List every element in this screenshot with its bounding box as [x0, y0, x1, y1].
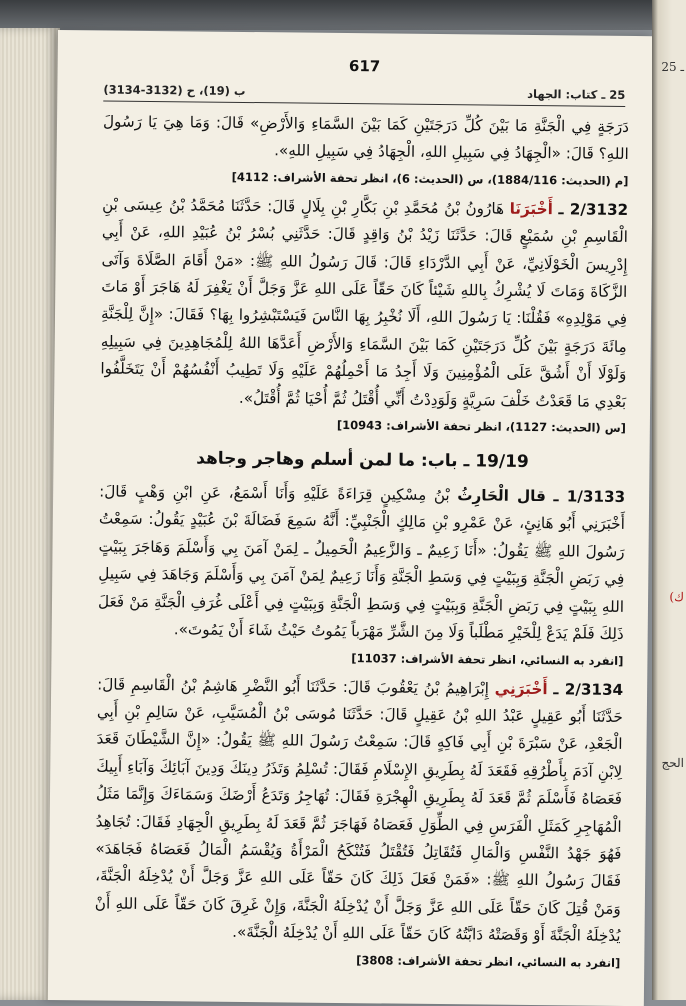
side-text: ـ 25 — [661, 60, 684, 74]
page-body — [94, 108, 629, 978]
reference-3132: [س (الحديث: 1127)، انظر تحفة الأشراف: 10943] — [336, 418, 626, 436]
paragraph-intro: دَرَجَةٍ فِي الْجَنَّةِ مَا بَيْنَ كُلِّ دَرَجَتَيْنِ كَمَا بَيْنَ السَّمَاءِ وَالأَرْضِ» قَالَ: وَمَا هِيَ يَا رَسُولَ اللهِ؟ قَالَ: «الْجِهَادُ فِي سَبِيلِ اللهِ، الْجِهَادُ فِي سَبِيلِ اللهِ». — [102, 112, 630, 164]
hadith-text: هَارُونُ بْنُ مُحَمَّدِ بْنِ بَكَّارِ بْنِ بِلَالٍ قَالَ: حَدَّثَنَا مُحَمَّدُ بْنُ عِيسَى بْنِ الْقَاسِمِ بْنِ سُمَيْعٍ قَالَ: حَدَّثَنَا زَيْدُ بْنُ وَاقِدٍ قَالَ: حَدَّثَنِي بُسْرُ بْنُ عُبَيْدِ اللهِ، عَنْ أَبِي إِدْرِيسَ الْخَوْلَانِيِّ، عَنْ أَبِي الدَّرْدَاءِ قَالَ: قَالَ رَسُولُ اللهِ ﷺ: «مَنْ أَقَامَ الصَّلَاةَ وَآتَى الزَّكَاةَ وَمَاتَ لَا يُشْرِكُ بِاللهِ شَيْئاً كَانَ حَقّاً عَلَى اللهِ عَزَّ وَجَلَّ أَنْ يَغْفِرَ لَهُ هَاجَرَ أَوْ مَاتَ فِي مَوْلِدِهِ» فَقُلْنَا: يَا رَسُولَ اللهِ، أَلَا نُخْبِرُ بِهَا النَّاسَ فَيَسْتَبْشِرُوا بِهَا؟ فَقَالَ: «إِنَّ لِلْجَنَّةِ مِائَةَ دَرَجَةٍ بَيْنَ كُلِّ دَرَجَتَيْنِ كَمَا بَيْنَ السَّمَاءِ وَالأَرْضِ أَعَدَّهَا اللهُ لِلْمُجَاهِدِينَ فِي سَبِيلِهِ وَلَوْلَا أَنْ أَشُقَّ عَلَى الْمُؤْمِنِينَ وَلَا أَجِدُ مَا أَحْمِلُهُمْ عَلَيْهِ وَلَا تَطِيبُ أَنْفُسُهُمْ أَنْ يَتَخَلَّفُوا بَعْدِي مَا قَعَدْتُ خَلْفَ سَرِيَّةٍ وَلَوَدِدْتُ أَنِّي أُقْتَلُ ثُمَّ أُحْيَا ثُمَّ أُقْتَلُ». — [100, 195, 628, 411]
hadith-lead: أَخْبَرَنِي — [494, 679, 548, 698]
running-head-range: ب (19)، ح (3132-3134) — [103, 82, 246, 98]
hadith-lead: قال الْحَارِثُ — [457, 486, 546, 506]
hadith-3133 — [98, 479, 626, 649]
hadith-lead: أَخْبَرَنَا — [509, 199, 553, 219]
reference-intro: [م (الحديث: 1884/116)، س (الحديث: 6)، انظر تحفة الأشراف: 4112] — [231, 169, 629, 188]
side-text: الحج — [661, 756, 684, 770]
header-rule — [103, 100, 625, 106]
facing-page-edge — [652, 0, 686, 1000]
page-number: 617 — [348, 57, 381, 76]
chapter-title: 19/19 ـ باب: ما لمن أسلم وهاجر وجاهد — [196, 448, 529, 473]
book-page — [48, 30, 654, 1006]
hadith-text: إِبْرَاهِيمُ بْنُ يَعْقُوبَ قَالَ: حَدَّثَنَا أَبُو النَّضْرِ هَاشِمُ بْنُ الْقَاسِمِ قَالَ: حَدَّثَنَا أَبُو عَقِيلٍ عَبْدُ اللهِ بْنُ عَقِيلٍ قَالَ: حَدَّثَنَا مُوسَى بْنُ الْمُسَيَّبِ، عَنْ سَالِمِ بْنِ أَبِي الْجَعْدِ، عَنْ سَبْرَةَ بْنِ أَبِي فَاكِهٍ قَالَ: سَمِعْتُ رَسُولَ اللهِ ﷺ يَقُولُ: «إِنَّ الشَّيْطَانَ قَعَدَ لِابْنِ آدَمَ بِأَطْرُقِهِ فَقَعَدَ لَهُ بِطَرِيقِ الإِسْلَامِ فَقَالَ: تُسْلِمُ وَتَذَرُ دِينَكَ وَدِينَ آبَائِكَ وَآبَاءِ أَبِيكَ فَعَصَاهُ فَأَسْلَمَ ثُمَّ قَعَدَ لَهُ بِطَرِيقِ الْهِجْرَةِ فَقَالَ: تُهَاجِرُ وَتَدَعُ أَرْضَكَ وَسَمَاءَكَ وَإِنَّمَا مَثَلُ الْمُهَاجِرِ كَمَثَلِ الْفَرَسِ فِي الطِّوَلِ فَعَصَاهُ فَهَاجَرَ ثُمَّ قَعَدَ لَهُ بِطَرِيقِ الْجِهَادِ فَقَالَ: تُجَاهِدُ فَهُوَ جَهْدُ النَّفْسِ وَالْمَالِ فَتُقَاتِلُ فَتُقْتَلُ فَتُنْكَحُ الْمَرْأَةُ وَيُقْسَمُ الْمَالُ فَعَصَاهُ فَجَاهَدَ» فَقَالَ رَسُولُ اللهِ ﷺ: «فَمَنْ فَعَلَ ذَلِكَ كَانَ حَقّاً عَلَى اللهِ عَزَّ وَجَلَّ أَنْ يُدْخِلَهُ الْجَنَّةَ، وَمَنْ قُتِلَ كَانَ حَقّاً عَلَى اللهِ عَزَّ وَجَلَّ أَنْ يُدْخِلَهُ الْجَنَّةَ، وَإِنْ غَرِقَ كَانَ حَقّاً عَلَى اللهِ أَنْ يُدْخِلَهُ الْجَنَّةَ أَوْ وَقَصَتْهُ دَابَّتُهُ كَانَ حَقّاً عَلَى اللهِ أَنْ يُدْخِلَهُ الْجَنَّةَ». — [94, 674, 623, 946]
background-top — [0, 0, 686, 30]
hadith-number: 1/3133 ـ — [553, 487, 626, 507]
reference-3134: [انفرد به النسائي، انظر تحفة الأشراف: 3808] — [356, 952, 621, 970]
reference-3133: [انفرد به النسائي، انظر تحفة الأشراف: 11037] — [351, 650, 624, 668]
side-text-red: (ك — [669, 590, 684, 604]
hadith-number: 2/3132 ـ — [558, 200, 629, 219]
hadith-3132 — [100, 191, 628, 416]
hadith-text: بْنُ مِسْكِينٍ قِرَاءَةً عَلَيْهِ وَأَنَا أَسْمَعُ، عَنِ ابْنِ وَهْبٍ قَالَ: أَخْبَرَنِي أَبُو هَانِئٍ، عَنْ عَمْرِو بْنِ مَالِكٍ الْجَنْبِيِّ: أَنَّهُ سَمِعَ فَضَالَةَ بْنَ عُبَيْدٍ يَقُولُ: سَمِعْتُ رَسُولَ اللهِ ﷺ يَقُولُ: «أَنَا زَعِيمٌ ـ وَالزَّعِيمُ الْحَمِيلُ ـ لِمَنْ آمَنَ بِي وَأَسْلَمَ وَهَاجَرَ بِبَيْتٍ فِي رَبَضِ الْجَنَّةِ وَبِبَيْتٍ فِي وَسَطِ الْجَنَّةِ وَأَنَا زَعِيمٌ لِمَنْ آمَنَ بِي وَأَسْلَمَ وَجَاهَدَ فِي سَبِيلِ اللهِ بِبَيْتٍ فِي رَبَضِ الْجَنَّةِ وَبِبَيْتٍ فِي وَسَطِ الْجَنَّةِ وَبِبَيْتٍ فِي أَعْلَى غُرَفِ الْجَنَّةِ مَنْ فَعَلَ ذَلِكَ فَلَمْ يَدَعْ لِلْخَيْرِ مَطْلَباً وَلَا مِنَ الشَّرِّ مَهْرَباً يَمُوتُ حَيْثُ شَاءَ أَنْ يَمُوتَ». — [97, 482, 625, 644]
hadith-number: 2/3134 ـ — [553, 679, 624, 699]
hadith-3134 — [94, 671, 623, 951]
running-head-book: 25 ـ كتاب: الجهاد — [527, 86, 626, 102]
page-header — [103, 44, 626, 109]
